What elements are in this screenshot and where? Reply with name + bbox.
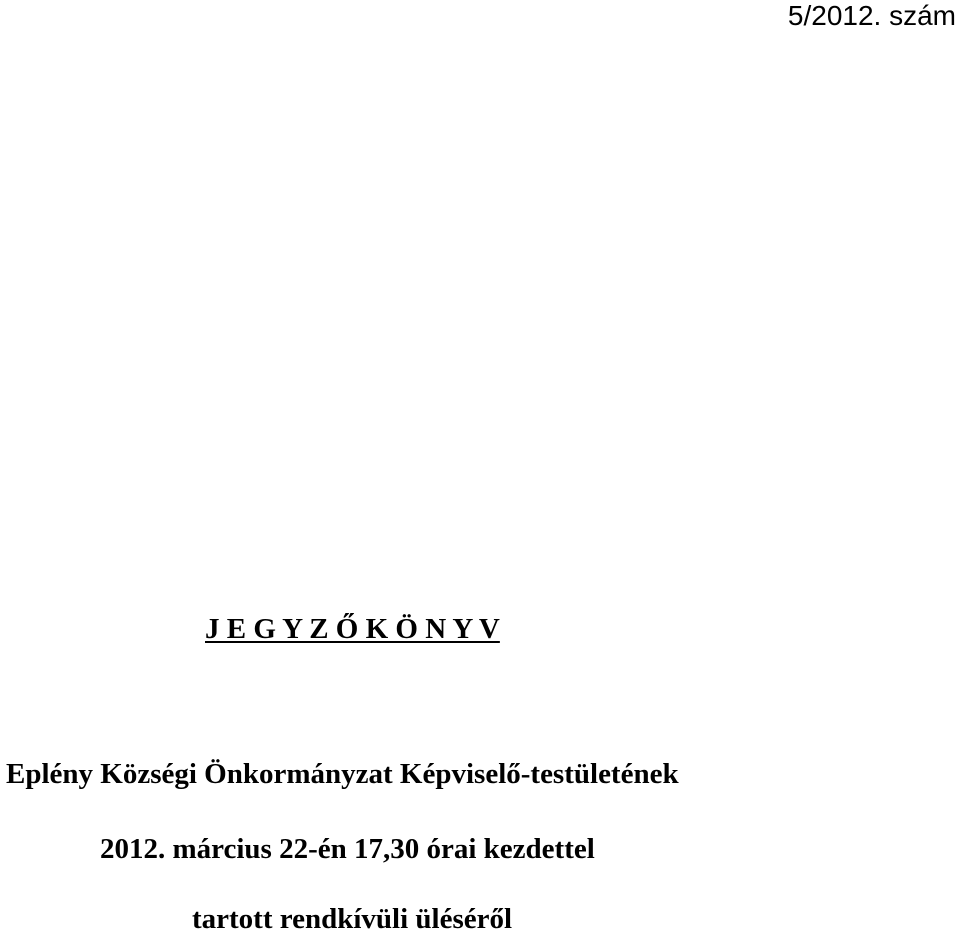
body-line-session: tartott rendkívüli üléséről [192,903,513,935]
document-number: 5/2012. szám [787,0,956,31]
body-line-date: 2012. március 22-én 17,30 órai kezdettel [100,833,595,865]
body-line-council: Eplény Községi Önkormányzat Képviselő-testületének [6,758,679,790]
document-title: J E G Y Z Ő K Ö N Y V [205,613,500,645]
